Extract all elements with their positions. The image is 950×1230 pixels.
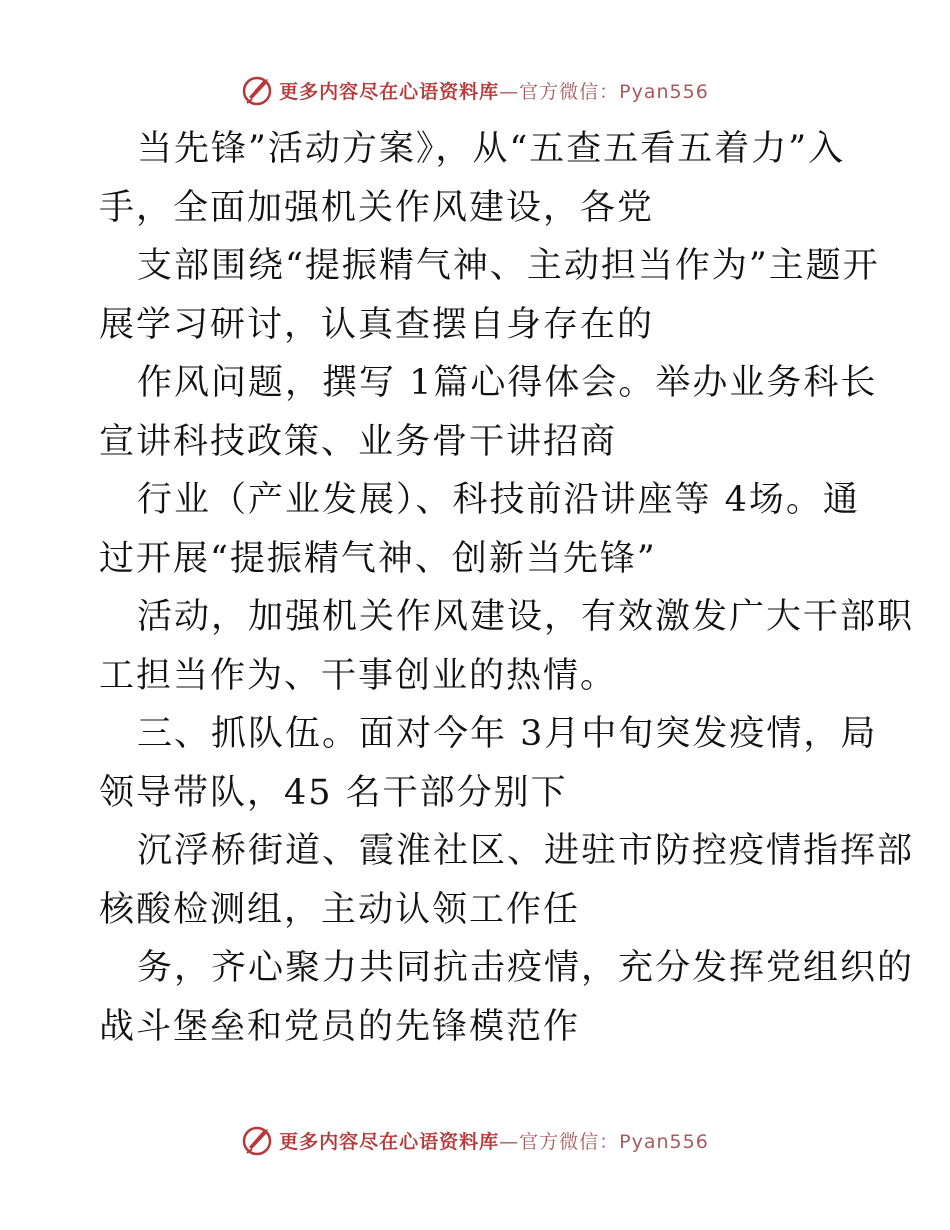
body-line: 工担当作为、干事创业的热情。 <box>99 655 618 696</box>
body-line: 作风问题，撰写 1篇心得体会。举办业务科长 <box>137 363 878 403</box>
body-line: 展学习研讨，认真查摆自身存在的 <box>99 304 655 345</box>
body-line: 当先锋”活动方案》，从“五查五看五着力”入 <box>137 129 846 169</box>
banner-text-wechat: —官方微信：Pyan556 <box>499 1130 709 1153</box>
document-body <box>99 120 915 1056</box>
body-line: 务，齐心聚力共同抗击疫情，充分发挥党组织的 <box>137 948 915 988</box>
banner-text-main: 更多内容尽在心语资料库 <box>279 1130 500 1153</box>
banner-text-main: 更多内容尽在心语资料库 <box>279 80 500 103</box>
body-line: 宣讲科技政策、业务骨干讲招商 <box>99 421 618 462</box>
body-line: 核酸检测组，主动认领工作任 <box>99 889 581 930</box>
banner-text <box>279 1127 709 1154</box>
body-line: 沉浮桥街道、霞淮社区、进驻市防控疫情指挥部 <box>137 831 915 871</box>
header-banner <box>0 70 950 110</box>
body-line: 三、抓队伍。面对今年 3月中旬突发疫情，局 <box>137 714 878 754</box>
banner-text-wechat: —官方微信：Pyan556 <box>499 80 709 103</box>
body-line: 手，全面加强机关作风建设，各党 <box>99 187 655 228</box>
banner-text <box>279 77 709 104</box>
body-line: 战斗堡垒和党员的先锋模范作 <box>99 1006 581 1047</box>
footer-banner <box>0 1120 950 1160</box>
body-line: 领导带队，45 名干部分别下 <box>99 772 568 813</box>
body-line: 过开展“提振精气神、创新当先锋” <box>99 538 657 579</box>
quill-logo-icon <box>241 1123 275 1157</box>
body-line: 行业（产业发展）、科技前沿讲座等 4场。通 <box>137 480 860 520</box>
body-line: 活动，加强机关作风建设，有效激发广大干部职 <box>137 597 915 637</box>
quill-logo-icon <box>241 73 275 107</box>
body-line: 支部围绕“提振精气神、主动担当作为”主题开 <box>137 246 880 286</box>
